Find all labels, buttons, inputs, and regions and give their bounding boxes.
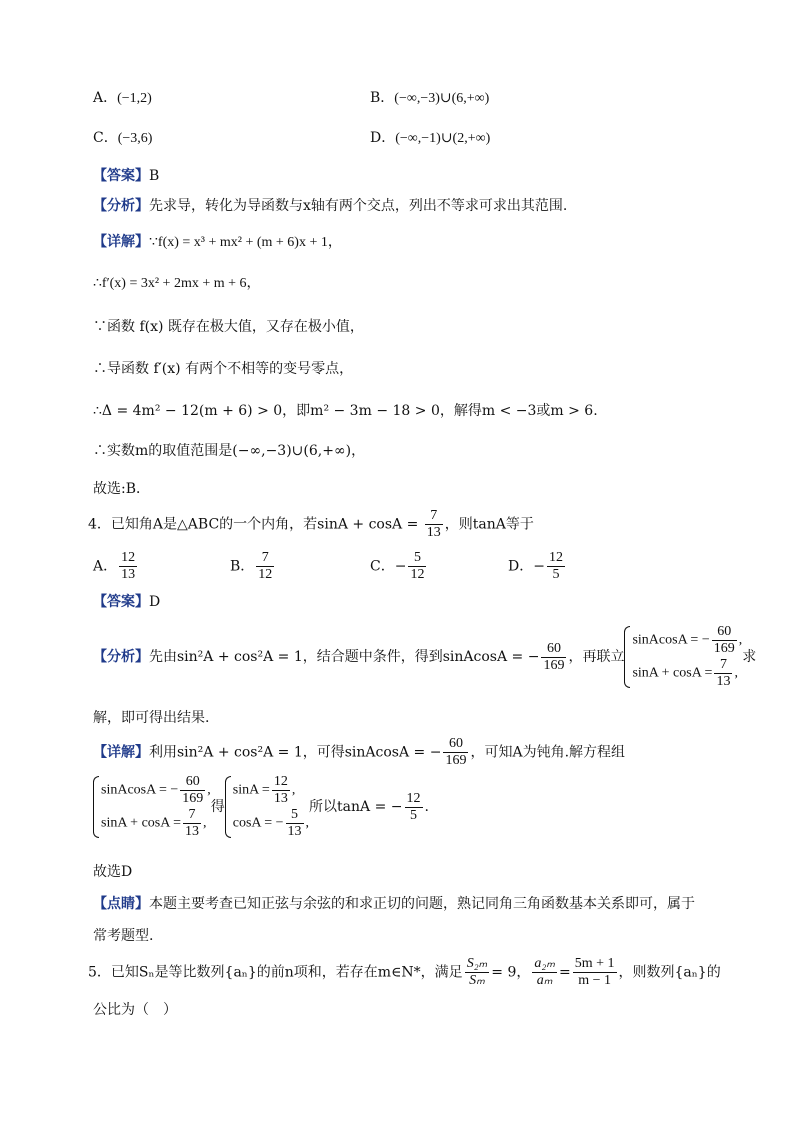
system-fraction (286, 807, 304, 840)
denominator: 13 (426, 525, 441, 540)
numerator: 5 (408, 550, 426, 567)
q4-detail (93, 736, 625, 769)
option-label: A． (93, 558, 118, 575)
system-fraction (183, 807, 201, 840)
denominator: 12 (410, 567, 425, 582)
detail-text: ，可知A为钝角.解方程组 (470, 744, 626, 761)
system-fraction (714, 657, 732, 690)
option-value: (−3,6) (117, 131, 153, 146)
system-fraction (180, 774, 205, 807)
option-label: C． (93, 130, 118, 146)
system-text: , (207, 782, 211, 798)
system-text: sinA = (232, 782, 270, 798)
stem-fraction (532, 956, 557, 989)
so-text: . (424, 799, 429, 815)
option-fraction (119, 550, 137, 583)
numerator: 60 (443, 736, 468, 753)
q3-detail-line-3: ∵函数 f(x) 既存在极大值，又存在极小值， (93, 319, 364, 335)
answer-tag: 【答案】 (93, 594, 149, 610)
so-text: 所以tanA = − (309, 799, 403, 815)
denominator: m − 1 (578, 973, 611, 988)
numerator: 12 (121, 550, 136, 565)
q4-option-d (508, 550, 567, 583)
system-row (233, 807, 309, 840)
denominator: 13 (287, 824, 302, 839)
system-text: sinAcosA = − (632, 632, 710, 648)
stem-fraction (425, 508, 443, 541)
system-text: , (734, 665, 738, 681)
q3-option-a (93, 88, 152, 109)
stem-fraction (465, 956, 490, 989)
stem-text: = (558, 964, 571, 981)
system-text: cosA = − (232, 815, 284, 831)
option-label: C． (370, 558, 395, 575)
q3-option-c (93, 128, 152, 149)
analysis-text: 先由sin²A + cos²A = 1，结合题中条件，得到sinAcosA = − (149, 649, 540, 665)
denominator: Sₘ (469, 973, 485, 988)
so-fraction (405, 791, 423, 824)
q3-option-b (370, 88, 489, 109)
analysis-text: 求 (742, 649, 757, 665)
q3-detail-line-2: ∴f′(x) = 3x² + 2mx + m + 6， (93, 276, 261, 291)
denominator: 13 (184, 824, 199, 839)
q4-detail-systems (93, 774, 429, 840)
denominator: 12 (258, 567, 273, 582)
numerator: 7 (425, 508, 443, 525)
q4-comment-cont: 常考题型. (93, 928, 154, 944)
denominator: 5 (552, 567, 560, 582)
denominator: 13 (716, 674, 731, 689)
q4-analysis (93, 624, 756, 690)
q4-option-a (93, 550, 139, 583)
detail-text: 利用sin²A + cos²A = 1，可得sinAcosA = − (149, 744, 442, 761)
detail-text: ∵f(x) = x³ + mx² + (m + 6)x + 1， (149, 235, 342, 250)
analysis-tag: 【分析】 (93, 649, 149, 665)
q3-option-d (370, 128, 490, 149)
system-row (101, 807, 211, 840)
option-fraction (547, 550, 565, 583)
option-value: (−1,2) (117, 91, 152, 106)
option-label: A． (93, 90, 118, 106)
q3-detail-line-4: ∴导函数 f′(x) 有两个不相等的变号零点， (93, 361, 354, 377)
equation-system (624, 624, 742, 690)
system-fraction (272, 774, 290, 807)
numerator: 12 (548, 550, 563, 565)
get-text: 得 (210, 799, 225, 815)
comment-text: 本题主要考查已知正弦与余弦的和求正切的问题，熟记同角三角函数基本关系即可，属于 (149, 896, 695, 912)
q3-detail-line-1 (93, 232, 342, 253)
system-text: , (291, 782, 296, 798)
denominator: 169 (445, 753, 467, 768)
numerator: 5m + 1 (574, 956, 615, 971)
analysis-fraction (541, 641, 566, 674)
system-row (632, 657, 742, 690)
q3-answer (93, 166, 159, 186)
analysis-text: ，再联立 (568, 649, 625, 665)
q4-option-b (230, 550, 276, 583)
comment-tag: 【点睛】 (93, 896, 149, 912)
q3-detail-line-6: ∴实数m的取值范围是(−∞,−3)∪(6,+∞)， (93, 443, 366, 459)
numerator: 7 (256, 550, 274, 567)
numerator: 60 (712, 624, 737, 641)
denominator: 13 (121, 567, 136, 582)
option-value: (−∞,−1)∪(2,+∞) (395, 131, 491, 146)
detail-fraction (443, 736, 468, 769)
stem-text: ，则tanA等于 (444, 516, 534, 533)
q4-conclusion: 故选D (93, 864, 133, 880)
numerator: 12 (273, 774, 288, 789)
option-label: D． (508, 558, 534, 575)
numerator: 12 (406, 790, 421, 806)
stem-fraction (573, 956, 617, 989)
denominator: 13 (273, 791, 288, 806)
numerator: 60 (541, 641, 566, 658)
option-sign: − (533, 558, 545, 575)
numerator: S₂ₘ (466, 956, 488, 971)
option-label: B． (370, 90, 395, 106)
numerator: 5 (286, 807, 304, 824)
numerator: a₂ₘ (534, 956, 555, 971)
system-row (101, 774, 211, 807)
stem-text: = 9， (491, 964, 531, 981)
denominator: 169 (543, 657, 565, 673)
numerator: 60 (180, 774, 205, 791)
q5-stem-cont: 公比为（ ） (93, 1002, 177, 1018)
system-text: sinA + cosA = (632, 665, 713, 681)
option-fraction (408, 550, 426, 583)
system-text: , (738, 632, 743, 648)
q4-answer (93, 592, 160, 612)
system-row (632, 624, 742, 657)
numerator: 7 (183, 807, 201, 824)
q3-detail-line-5: ∴Δ = 4m² − 12(m + 6) > 0，即m² − 3m − 18 > 0，解得m < −3或m > 6. (93, 403, 598, 419)
q4-analysis-cont: 解，即可得出结果. (93, 710, 210, 726)
stem-text: 5．已知Sₙ是等比数列{aₙ}的前n项和，若存在m∈N*，满足 (88, 964, 463, 981)
system-fraction (712, 624, 737, 657)
system-text: sinA + cosA = (101, 815, 181, 831)
q4-stem (88, 508, 534, 541)
option-value: (−∞,−3)∪(6,+∞) (394, 91, 490, 106)
denominator: 5 (410, 807, 418, 823)
analysis-tag: 【分析】 (93, 198, 149, 214)
q4-option-c (370, 550, 428, 583)
denominator: 169 (713, 641, 735, 656)
option-label: B． (230, 558, 255, 575)
stem-text: ，则数列{aₙ}的 (618, 964, 721, 981)
solution-system (225, 774, 309, 840)
answer-value: B (149, 168, 160, 184)
system-row (233, 774, 309, 807)
equation-system (93, 774, 211, 840)
q3-analysis (93, 196, 567, 216)
system-text: , (305, 815, 310, 831)
detail-tag: 【详解】 (93, 234, 149, 250)
detail-tag: 【详解】 (93, 744, 149, 761)
system-text: , (202, 815, 207, 831)
analysis-text: 先求导，转化为导函数与x轴有两个交点，列出不等求可求出其范围. (149, 198, 568, 214)
answer-value: D (149, 594, 161, 610)
numerator: 7 (714, 657, 732, 674)
stem-text: 4．已知角A是△ABC的一个内角，若sinA + cosA = (88, 516, 419, 533)
option-fraction (256, 550, 274, 583)
q3-conclusion: 故选:B． (93, 481, 151, 497)
option-sign: − (394, 558, 407, 575)
denominator: 169 (182, 791, 204, 806)
option-label: D． (370, 130, 396, 146)
q4-comment (93, 894, 695, 914)
answer-tag: 【答案】 (93, 168, 149, 184)
system-text: sinAcosA = − (101, 782, 179, 798)
q5-stem (88, 956, 721, 989)
denominator: aₘ (536, 973, 553, 988)
